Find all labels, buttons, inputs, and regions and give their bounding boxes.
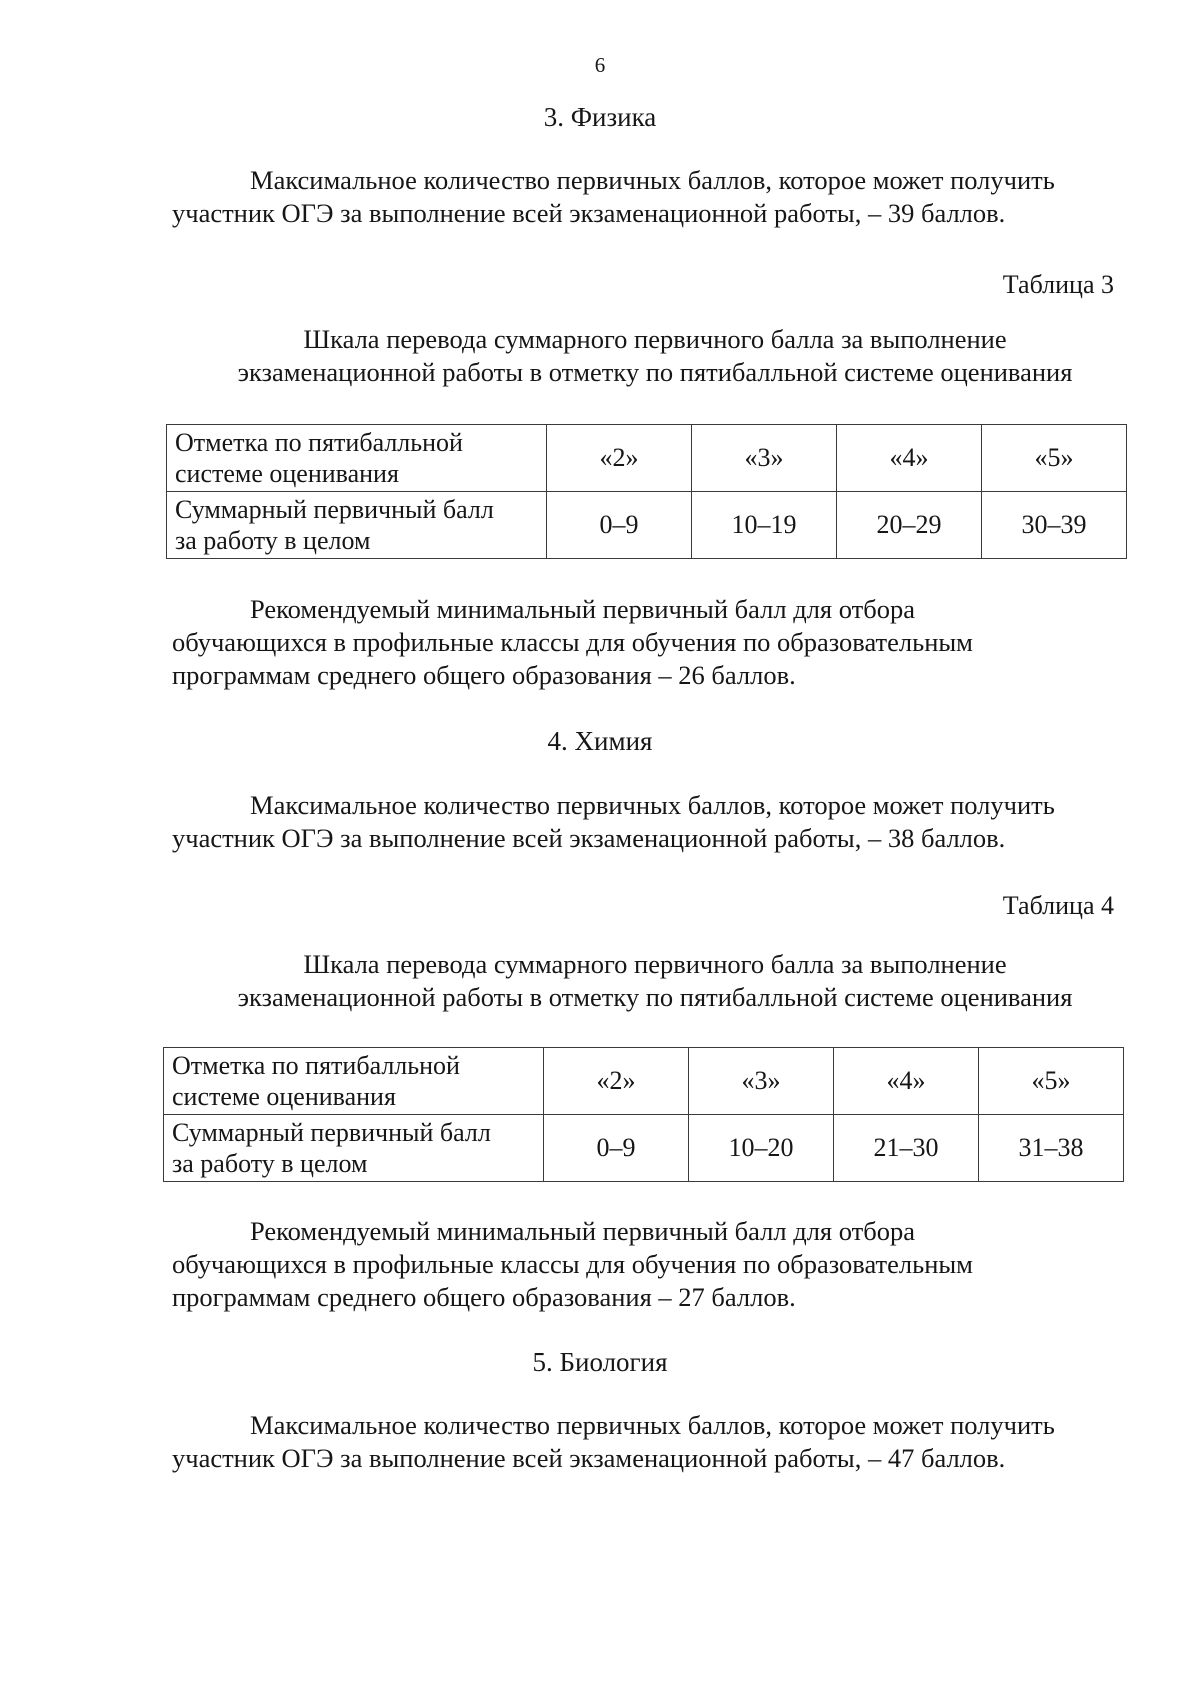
range-cell: 21–30 [834, 1115, 979, 1182]
grade-cell: «3» [692, 425, 837, 492]
table-label-3: Таблица 3 [1002, 270, 1114, 299]
table-caption-3 [180, 323, 1130, 389]
paragraph-line: программам среднего общего образования – 27 баллов. [172, 1282, 796, 1312]
caption-line: экзаменационной работы в отметку по пятибалльной системе оценивания [237, 982, 1073, 1012]
paragraph-line: участник ОГЭ за выполнение всей экзаменационной работы, – 38 баллов. [172, 823, 1006, 853]
grade-cell: «5» [979, 1048, 1124, 1115]
paragraph-line: Максимальное количество первичных баллов, которое может получить [250, 1410, 1055, 1440]
max-score-paragraph-chemistry [172, 789, 1114, 855]
paragraph-line: участник ОГЭ за выполнение всей экзаменационной работы, – 39 баллов. [172, 198, 1006, 228]
grade-cell: «2» [547, 425, 692, 492]
max-score-paragraph-biology [172, 1409, 1114, 1475]
paragraph-line: программам среднего общего образования – 26 баллов. [172, 660, 796, 690]
range-cell: 20–29 [837, 492, 982, 559]
caption-line: Шкала перевода суммарного первичного балла за выполнение [303, 949, 1007, 979]
paragraph-line: Рекомендуемый минимальный первичный балл для отбора [250, 1216, 915, 1246]
table-caption-4 [180, 948, 1130, 1014]
table-label-4: Таблица 4 [1002, 891, 1114, 920]
caption-line: экзаменационной работы в отметку по пятибалльной системе оценивания [237, 357, 1073, 387]
row-label-grade: Отметка по пятибалльной системе оценивания [164, 1048, 544, 1115]
paragraph-line: обучающихся в профильные классы для обучения по образовательным [172, 627, 973, 657]
table-row [167, 492, 1127, 559]
range-cell: 10–19 [692, 492, 837, 559]
paragraph-line: Рекомендуемый минимальный первичный балл для отбора [250, 594, 915, 624]
grade-cell: «2» [544, 1048, 689, 1115]
paragraph-line: обучающихся в профильные классы для обучения по образовательным [172, 1249, 973, 1279]
grade-cell: «4» [834, 1048, 979, 1115]
range-cell: 30–39 [982, 492, 1127, 559]
max-score-paragraph-physics [172, 164, 1114, 230]
range-cell: 10–20 [689, 1115, 834, 1182]
row-label-score: Суммарный первичный балл за работу в целом [167, 492, 547, 559]
grade-cell: «5» [982, 425, 1127, 492]
section-heading-biology: 5. Биология [532, 1347, 668, 1377]
table-row [164, 1115, 1124, 1182]
grade-table-physics [166, 424, 1127, 559]
range-cell: 0–9 [547, 492, 692, 559]
range-cell: 0–9 [544, 1115, 689, 1182]
table-row [167, 425, 1127, 492]
caption-line: Шкала перевода суммарного первичного балла за выполнение [303, 324, 1007, 354]
row-label-grade: Отметка по пятибалльной системе оценивания [167, 425, 547, 492]
grade-table-chemistry [163, 1047, 1124, 1182]
page-number: 6 [594, 53, 606, 77]
grade-cell: «3» [689, 1048, 834, 1115]
section-heading-physics: 3. Физика [543, 102, 657, 132]
paragraph-line: Максимальное количество первичных баллов, которое может получить [250, 790, 1055, 820]
paragraph-line: Максимальное количество первичных баллов, которое может получить [250, 165, 1055, 195]
recommended-score-paragraph-chemistry [172, 1215, 1114, 1314]
section-heading-chemistry: 4. Химия [547, 726, 653, 756]
range-cell: 31–38 [979, 1115, 1124, 1182]
row-label-score: Суммарный первичный балл за работу в целом [164, 1115, 544, 1182]
grade-cell: «4» [837, 425, 982, 492]
paragraph-line: участник ОГЭ за выполнение всей экзаменационной работы, – 47 баллов. [172, 1443, 1006, 1473]
table-row [164, 1048, 1124, 1115]
recommended-score-paragraph-physics [172, 593, 1114, 692]
